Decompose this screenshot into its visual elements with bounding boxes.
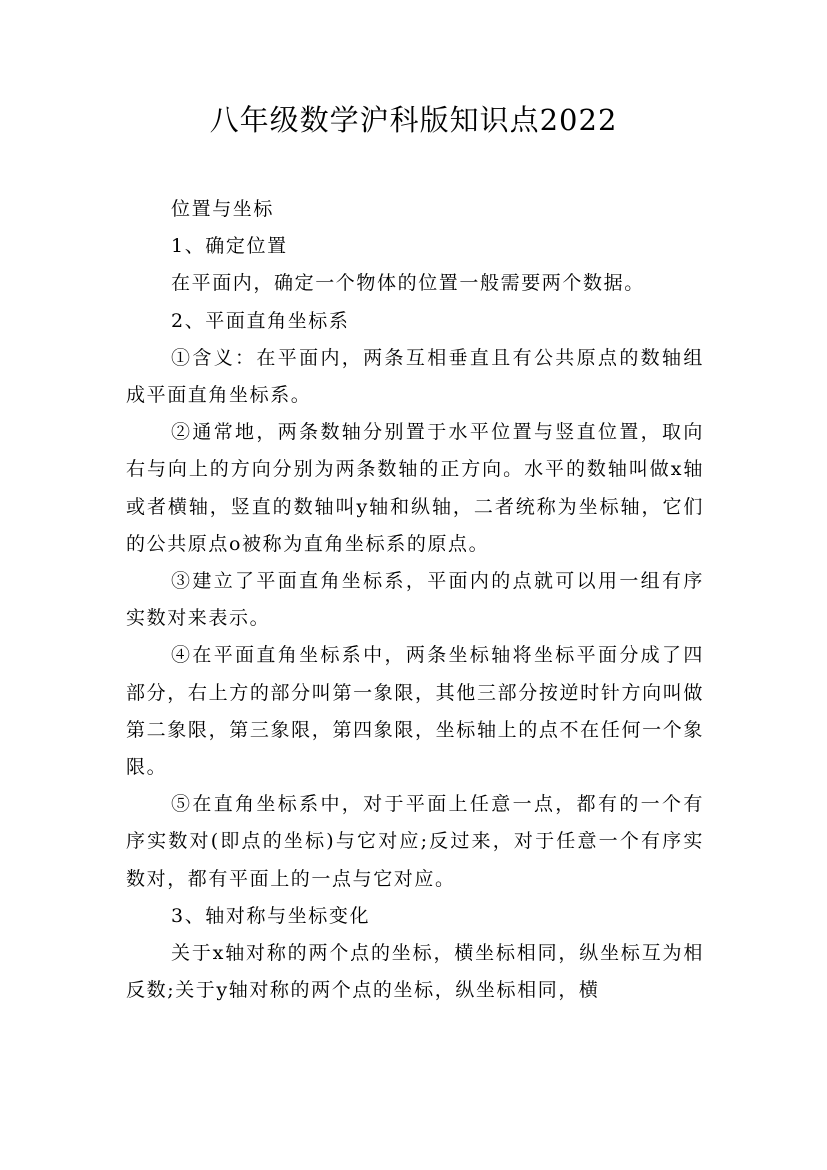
- subsection-heading: 1、确定位置: [171, 235, 288, 258]
- document-title: 八年级数学沪科版知识点2022: [209, 103, 618, 137]
- paragraph: 在平面内，确定一个物体的位置一般需要两个数据。: [171, 272, 645, 295]
- section-heading: 位置与坐标: [171, 198, 275, 220]
- paragraph: 关于x轴对称的两个点的坐标，横坐标相同，纵坐标互为相反数;关于y轴对称的两个点的坐标，纵坐标相同，横: [126, 942, 704, 1002]
- paragraph: ①含义：在平面内，两条互相垂直且有公共原点的数轴组成平面直角坐标系。: [126, 346, 704, 407]
- document-body: [126, 191, 704, 1009]
- paragraph: ②通常地，两条数轴分别置于水平位置与竖直位置，取向右与向上的方向分别为两条数轴的正方向。水平的数轴叫做x轴或者横轴，竖直的数轴叫y轴和纵轴，二者统称为坐标轴，它们的公共原点o被称为直角坐标系的原点。: [126, 421, 704, 555]
- subsection-heading: 2、平面直角坐标系: [171, 309, 350, 332]
- paragraph: ⑤在直角坐标系中，对于平面上任意一点，都有的一个有序实数对(即点的坐标)与它对应;反过来，对于任意一个有序实数对，都有平面上的一点与它对应。: [126, 793, 704, 890]
- subsection-heading: 3、轴对称与坐标变化: [171, 904, 371, 927]
- paragraph: ③建立了平面直角坐标系，平面内的点就可以用一组有序实数对来表示。: [126, 570, 704, 630]
- paragraph: ④在平面直角坐标系中，两条坐标轴将坐标平面分成了四部分，右上方的部分叫第一象限，其他三部分按逆时针方向叫做第二象限，第三象限，第四象限，坐标轴上的点不在任何一个象限。: [126, 644, 704, 779]
